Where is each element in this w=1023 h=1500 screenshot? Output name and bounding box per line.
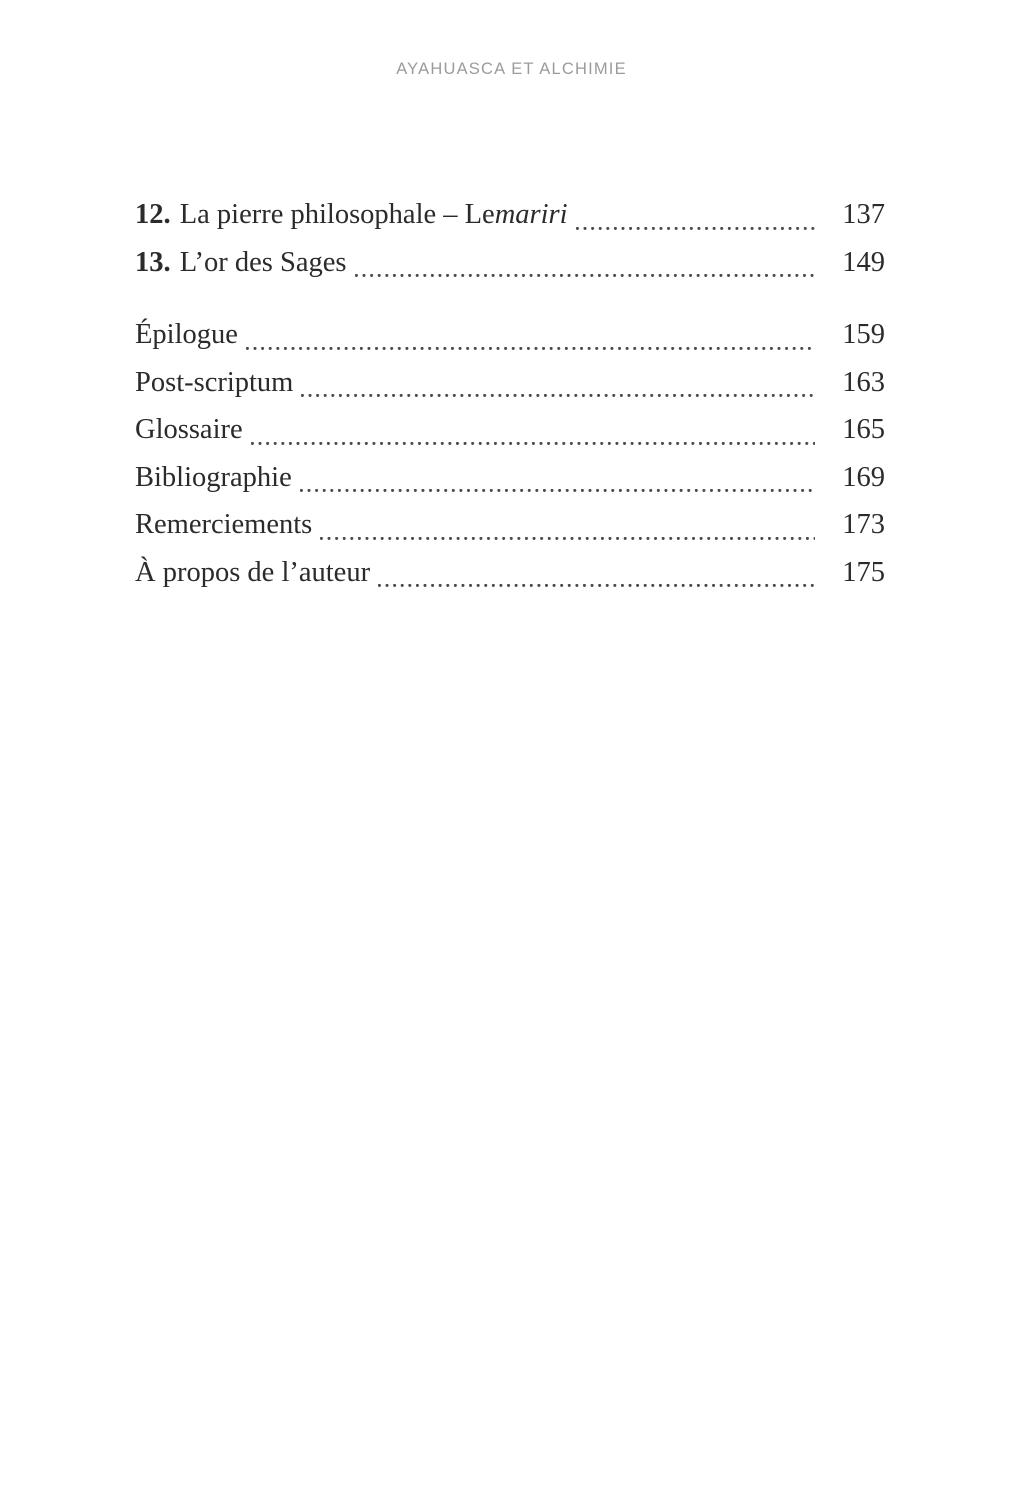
toc-entry-title: L’or des Sages: [179, 246, 347, 278]
toc-entry-page: 159: [842, 319, 885, 350]
toc-entry-title-italic: mariri: [494, 199, 568, 230]
table-of-contents: [135, 191, 885, 596]
toc-entry-title: Glossaire: [135, 414, 243, 445]
toc-back-matter-group: [135, 311, 885, 596]
running-header: AYAHUASCA ET ALCHIMIE: [396, 60, 627, 78]
toc-chapter-group: [135, 191, 885, 286]
dot-leader: [576, 227, 815, 230]
toc-entry-title: Post-scriptum: [135, 366, 294, 398]
dot-leader: [251, 442, 815, 445]
toc-entry-page: 165: [842, 414, 885, 445]
toc-entry: [135, 501, 885, 549]
dot-leader: [320, 537, 815, 540]
toc-entry-number: 13.: [135, 246, 171, 278]
toc-entry-page: 169: [842, 461, 885, 493]
toc-entry-title: À propos de l’auteur: [135, 556, 371, 588]
toc-entry-title: Bibliographie: [135, 461, 292, 493]
dot-leader: [300, 489, 815, 492]
toc-entry-page: 137: [842, 199, 885, 230]
toc-entry: [135, 311, 885, 359]
dot-leader: [378, 584, 815, 587]
toc-entry: [135, 454, 885, 502]
toc-entry-title: La pierre philosophale – Le: [179, 199, 495, 230]
toc-entry-title: Remerciements: [135, 509, 313, 540]
dot-leader: [355, 274, 816, 277]
toc-entry-number: 12.: [135, 199, 171, 230]
toc-entry: [135, 549, 885, 597]
toc-entry: [135, 239, 885, 287]
toc-entry-page: 149: [842, 246, 885, 278]
toc-entry: [135, 359, 885, 407]
toc-entry-page: 163: [842, 366, 885, 398]
toc-entry: [135, 406, 885, 454]
toc-entry-title: Épilogue: [135, 319, 238, 350]
toc-entry: [135, 191, 885, 239]
dot-leader: [246, 347, 815, 350]
dot-leader: [301, 394, 815, 397]
toc-entry-page: 175: [842, 556, 885, 588]
toc-entry-page: 173: [842, 509, 885, 540]
